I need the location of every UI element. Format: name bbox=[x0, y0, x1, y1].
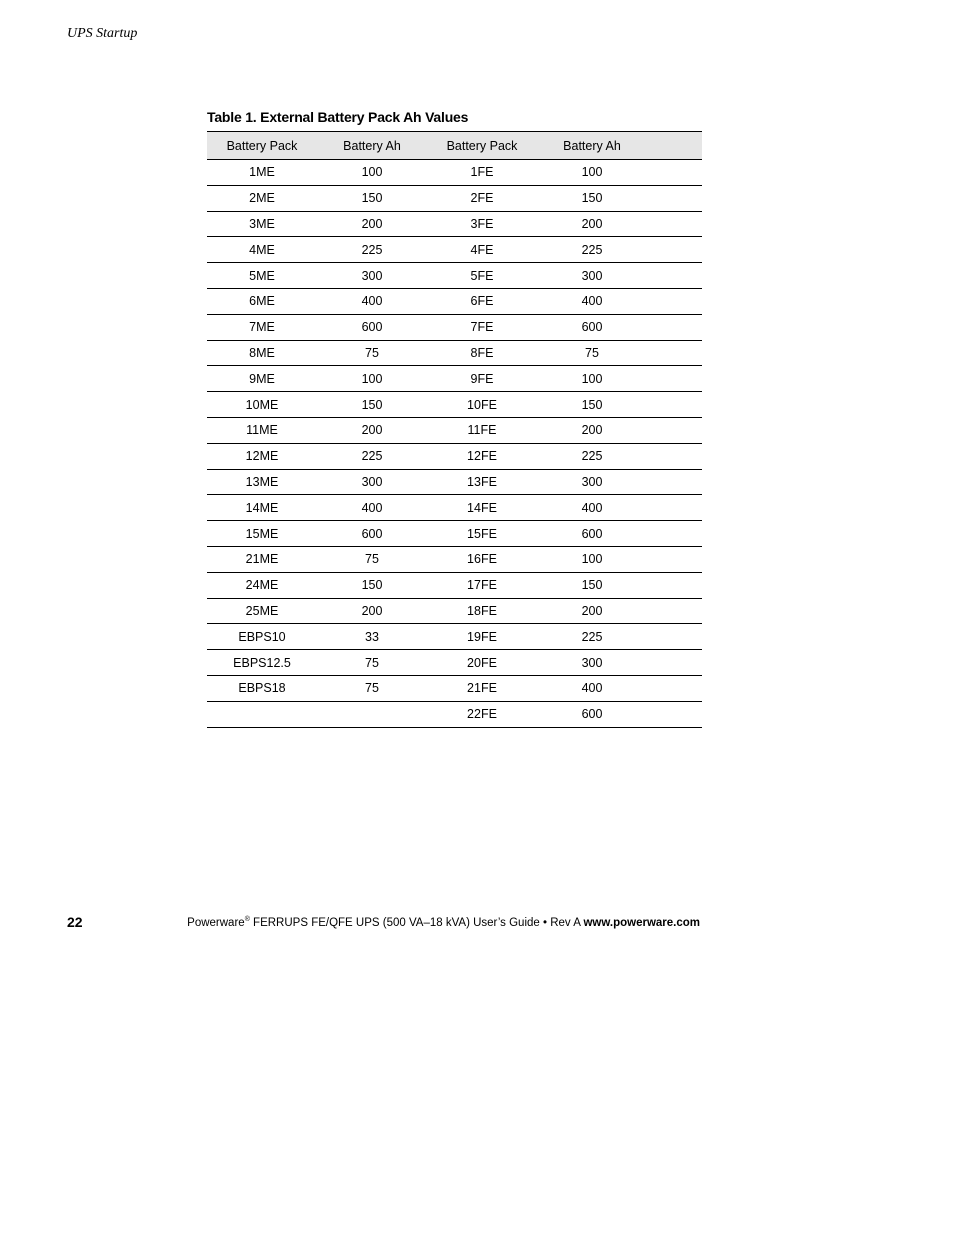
table-row bbox=[207, 495, 702, 521]
battery-pack-cell: 22FE bbox=[427, 701, 537, 727]
table-row bbox=[207, 160, 702, 186]
table-row bbox=[207, 469, 702, 495]
table-row bbox=[207, 624, 702, 650]
battery-pack-cell: 12FE bbox=[427, 443, 537, 469]
battery-pack-cell: 21FE bbox=[427, 675, 537, 701]
battery-ah-cell: 100 bbox=[537, 160, 647, 186]
battery-ah-cell: 150 bbox=[317, 185, 427, 211]
battery-ah-cell: 150 bbox=[537, 185, 647, 211]
battery-ah-cell: 400 bbox=[537, 495, 647, 521]
table-row bbox=[207, 392, 702, 418]
battery-pack-cell: 5ME bbox=[207, 263, 317, 289]
row-spacer bbox=[647, 598, 702, 624]
table-row bbox=[207, 314, 702, 340]
battery-pack-cell: 9FE bbox=[427, 366, 537, 392]
battery-pack-cell: 13ME bbox=[207, 469, 317, 495]
battery-pack-cell: 3ME bbox=[207, 211, 317, 237]
battery-pack-cell: 12ME bbox=[207, 443, 317, 469]
registered-mark: ® bbox=[244, 916, 250, 923]
column-header-spacer bbox=[647, 132, 702, 160]
battery-pack-cell: 24ME bbox=[207, 572, 317, 598]
row-spacer bbox=[647, 392, 702, 418]
battery-pack-cell: 7FE bbox=[427, 314, 537, 340]
footer-text bbox=[187, 916, 700, 929]
column-header: Battery Ah bbox=[317, 132, 427, 160]
row-spacer bbox=[647, 160, 702, 186]
battery-ah-cell: 300 bbox=[537, 650, 647, 676]
battery-pack-cell: 16FE bbox=[427, 546, 537, 572]
battery-ah-cell: 75 bbox=[317, 340, 427, 366]
battery-ah-cell: 300 bbox=[317, 469, 427, 495]
battery-pack-cell bbox=[207, 701, 317, 727]
battery-pack-cell: 25ME bbox=[207, 598, 317, 624]
row-spacer bbox=[647, 211, 702, 237]
battery-pack-cell: 6FE bbox=[427, 288, 537, 314]
row-spacer bbox=[647, 572, 702, 598]
row-spacer bbox=[647, 675, 702, 701]
battery-pack-cell: EBPS12.5 bbox=[207, 650, 317, 676]
table-row bbox=[207, 185, 702, 211]
battery-pack-cell: 15FE bbox=[427, 521, 537, 547]
battery-ah-cell: 225 bbox=[537, 443, 647, 469]
column-header: Battery Ah bbox=[537, 132, 647, 160]
battery-ah-cell: 600 bbox=[317, 521, 427, 547]
row-spacer bbox=[647, 288, 702, 314]
row-spacer bbox=[647, 624, 702, 650]
page-number: 22 bbox=[67, 914, 83, 930]
battery-ah-cell: 200 bbox=[537, 211, 647, 237]
footer-title: FERRUPS FE/QFE UPS (500 VA–18 kVA) User’s Guide • Rev A bbox=[249, 916, 584, 929]
battery-ah-cell: 300 bbox=[317, 263, 427, 289]
column-header: Battery Pack bbox=[427, 132, 537, 160]
battery-pack-cell: 1FE bbox=[427, 160, 537, 186]
battery-table-container bbox=[207, 131, 702, 728]
table-row bbox=[207, 211, 702, 237]
battery-ah-cell: 150 bbox=[537, 572, 647, 598]
battery-pack-cell: 4ME bbox=[207, 237, 317, 263]
battery-pack-cell: 17FE bbox=[427, 572, 537, 598]
battery-pack-cell: 18FE bbox=[427, 598, 537, 624]
battery-pack-cell: 19FE bbox=[427, 624, 537, 650]
row-spacer bbox=[647, 263, 702, 289]
table-row bbox=[207, 521, 702, 547]
battery-ah-cell: 150 bbox=[317, 392, 427, 418]
battery-pack-cell: 10ME bbox=[207, 392, 317, 418]
battery-ah-cell bbox=[317, 701, 427, 727]
table-header-row bbox=[207, 132, 702, 160]
battery-ah-cell: 75 bbox=[317, 650, 427, 676]
table-row bbox=[207, 650, 702, 676]
row-spacer bbox=[647, 521, 702, 547]
battery-pack-cell: 6ME bbox=[207, 288, 317, 314]
table-row bbox=[207, 675, 702, 701]
table-row bbox=[207, 572, 702, 598]
row-spacer bbox=[647, 443, 702, 469]
battery-pack-cell: EBPS18 bbox=[207, 675, 317, 701]
row-spacer bbox=[647, 495, 702, 521]
table-body bbox=[207, 160, 702, 728]
battery-ah-cell: 225 bbox=[537, 237, 647, 263]
table-row bbox=[207, 366, 702, 392]
battery-ah-cell: 400 bbox=[537, 675, 647, 701]
battery-ah-cell: 150 bbox=[537, 392, 647, 418]
battery-ah-cell: 225 bbox=[537, 624, 647, 650]
battery-pack-cell: 10FE bbox=[427, 392, 537, 418]
battery-ah-cell: 600 bbox=[537, 521, 647, 547]
row-spacer bbox=[647, 417, 702, 443]
table-row bbox=[207, 417, 702, 443]
battery-ah-cell: 100 bbox=[537, 546, 647, 572]
table-row bbox=[207, 340, 702, 366]
row-spacer bbox=[647, 701, 702, 727]
battery-pack-cell: 2FE bbox=[427, 185, 537, 211]
table-row bbox=[207, 443, 702, 469]
battery-pack-cell: 14FE bbox=[427, 495, 537, 521]
battery-ah-cell: 400 bbox=[537, 288, 647, 314]
table-row bbox=[207, 263, 702, 289]
table-caption: Table 1. External Battery Pack Ah Values bbox=[207, 109, 469, 125]
running-head: UPS Startup bbox=[67, 26, 138, 41]
battery-pack-cell: 11ME bbox=[207, 417, 317, 443]
battery-ah-cell: 75 bbox=[537, 340, 647, 366]
battery-pack-cell: 13FE bbox=[427, 469, 537, 495]
battery-pack-cell: 14ME bbox=[207, 495, 317, 521]
battery-pack-cell: 11FE bbox=[427, 417, 537, 443]
battery-ah-cell: 400 bbox=[317, 495, 427, 521]
battery-pack-table bbox=[207, 131, 702, 728]
battery-ah-cell: 75 bbox=[317, 675, 427, 701]
battery-pack-cell: 8ME bbox=[207, 340, 317, 366]
row-spacer bbox=[647, 469, 702, 495]
battery-pack-cell: EBPS10 bbox=[207, 624, 317, 650]
battery-ah-cell: 600 bbox=[537, 314, 647, 340]
table-row bbox=[207, 701, 702, 727]
battery-ah-cell: 75 bbox=[317, 546, 427, 572]
battery-pack-cell: 1ME bbox=[207, 160, 317, 186]
table-row bbox=[207, 237, 702, 263]
battery-ah-cell: 33 bbox=[317, 624, 427, 650]
battery-ah-cell: 200 bbox=[537, 598, 647, 624]
battery-pack-cell: 8FE bbox=[427, 340, 537, 366]
battery-ah-cell: 225 bbox=[317, 443, 427, 469]
battery-ah-cell: 600 bbox=[537, 701, 647, 727]
footer-url: www.powerware.com bbox=[583, 916, 700, 929]
column-header: Battery Pack bbox=[207, 132, 317, 160]
battery-pack-cell: 21ME bbox=[207, 546, 317, 572]
table-row bbox=[207, 598, 702, 624]
battery-ah-cell: 100 bbox=[537, 366, 647, 392]
table-row bbox=[207, 288, 702, 314]
battery-pack-cell: 3FE bbox=[427, 211, 537, 237]
battery-ah-cell: 300 bbox=[537, 469, 647, 495]
battery-ah-cell: 200 bbox=[317, 211, 427, 237]
table-row bbox=[207, 546, 702, 572]
battery-ah-cell: 100 bbox=[317, 160, 427, 186]
row-spacer bbox=[647, 340, 702, 366]
battery-ah-cell: 200 bbox=[317, 417, 427, 443]
battery-ah-cell: 225 bbox=[317, 237, 427, 263]
battery-ah-cell: 200 bbox=[317, 598, 427, 624]
battery-ah-cell: 100 bbox=[317, 366, 427, 392]
row-spacer bbox=[647, 650, 702, 676]
battery-ah-cell: 200 bbox=[537, 417, 647, 443]
battery-ah-cell: 150 bbox=[317, 572, 427, 598]
battery-pack-cell: 7ME bbox=[207, 314, 317, 340]
row-spacer bbox=[647, 314, 702, 340]
battery-pack-cell: 4FE bbox=[427, 237, 537, 263]
footer-brand: Powerware bbox=[187, 916, 245, 929]
battery-pack-cell: 20FE bbox=[427, 650, 537, 676]
battery-pack-cell: 15ME bbox=[207, 521, 317, 547]
battery-ah-cell: 400 bbox=[317, 288, 427, 314]
row-spacer bbox=[647, 366, 702, 392]
row-spacer bbox=[647, 237, 702, 263]
row-spacer bbox=[647, 185, 702, 211]
row-spacer bbox=[647, 546, 702, 572]
battery-pack-cell: 2ME bbox=[207, 185, 317, 211]
battery-ah-cell: 300 bbox=[537, 263, 647, 289]
battery-pack-cell: 9ME bbox=[207, 366, 317, 392]
battery-ah-cell: 600 bbox=[317, 314, 427, 340]
battery-pack-cell: 5FE bbox=[427, 263, 537, 289]
